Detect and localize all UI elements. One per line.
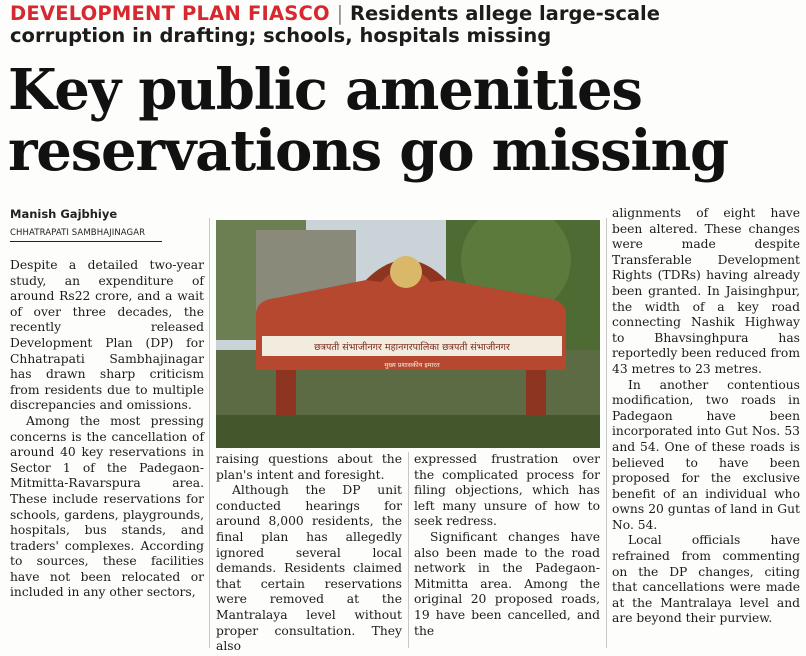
photo-emblem (390, 256, 422, 288)
paragraph: Although the DP unit conducted hearings for around 8,000 residents, the final plan has allegedly ignored several local demands. Residents claimed that certain reservations were removed at the Mantralaya level without proper consultation. They also (216, 483, 402, 654)
paragraph: Significant changes have also been made to the road network in the Padegaon-Mitmitta area. Among the original 20 proposed roads, 19 have been cancelled, and the (414, 529, 600, 638)
paragraph: expressed frustration over the complicated process for filing objections, which has left many unsure of how to seek redress. (414, 452, 600, 529)
photo-hedge (216, 415, 600, 448)
headline-line-2: reservations go missing (8, 118, 728, 184)
article-column-1 (10, 258, 204, 601)
article-column-2 (216, 452, 402, 655)
headline (8, 57, 803, 184)
kicker-tag: DEVELOPMENT PLAN FIASCO (10, 2, 330, 25)
dateline: CHHATRAPATI SAMBHAJINAGAR (10, 228, 162, 242)
paragraph: raising questions about the plan's intent and foresight. (216, 452, 402, 482)
deck-line-1: Residents allege large-scale (349, 2, 660, 25)
photo-sign-text: छत्रपती संभाजीनगर महानगरपालिका छत्रपती संभाजीनगर (314, 342, 510, 353)
article-column-3 (414, 452, 600, 639)
article-column-4 (612, 206, 800, 627)
article-photo (216, 220, 600, 448)
headline-line-1: Key public amenities (8, 57, 642, 123)
column-rule (209, 218, 210, 648)
column-rule (408, 452, 409, 648)
kicker (10, 3, 800, 47)
paragraph: Local officials have refrained from commenting on the DP changes, citing that cancellations were made at the Mantralaya level and are beyond their purview. (612, 533, 800, 626)
deck-line-2: corruption in drafting; schools, hospitals missing (10, 24, 552, 47)
byline: Manish Gajbhiye (10, 207, 118, 221)
paragraph: Among the most pressing concerns is the cancellation of around 40 key reservations in Sector 1 of the Padegaon-Mitmitta-Ravarspura area. These include reservations for schools, gardens, playgrounds, hospitals, bus stands, and traders' complexes. According to sources, these facilities have not been relocated or included in any other sectors, (10, 413, 204, 600)
paragraph: alignments of eight have been altered. These changes were made despite Transferable Development Rights (TDRs) having already been granted. In Jaisinghpur, the width of a key road connecting Nashik Highway to Bhavsinghpura has reportedly been reduced from 43 metres to 23 metres. (612, 206, 800, 376)
paragraph: In another contentious modification, two roads in Padegaon have been incorporated into Gut Nos. 53 and 54. One of these roads is believed to have been proposed for the exclusive benefit of an individual who owns 20 guntas of land in Gut No. 54. (612, 377, 800, 532)
photo-sign-subtext: मुख्य प्रशासकीय इमारत (384, 361, 440, 369)
paragraph: Despite a detailed two-year study, an expenditure of around Rs22 crore, and a wait of over three decades, the recently released Development Plan (DP) for Chhatrapati Sambhajinagar has drawn sharp criticism from residents due to multiple discrepancies and omissions. (10, 258, 204, 413)
photo-illustration (216, 220, 600, 448)
kicker-separator: | (336, 2, 344, 25)
column-rule (606, 218, 607, 648)
